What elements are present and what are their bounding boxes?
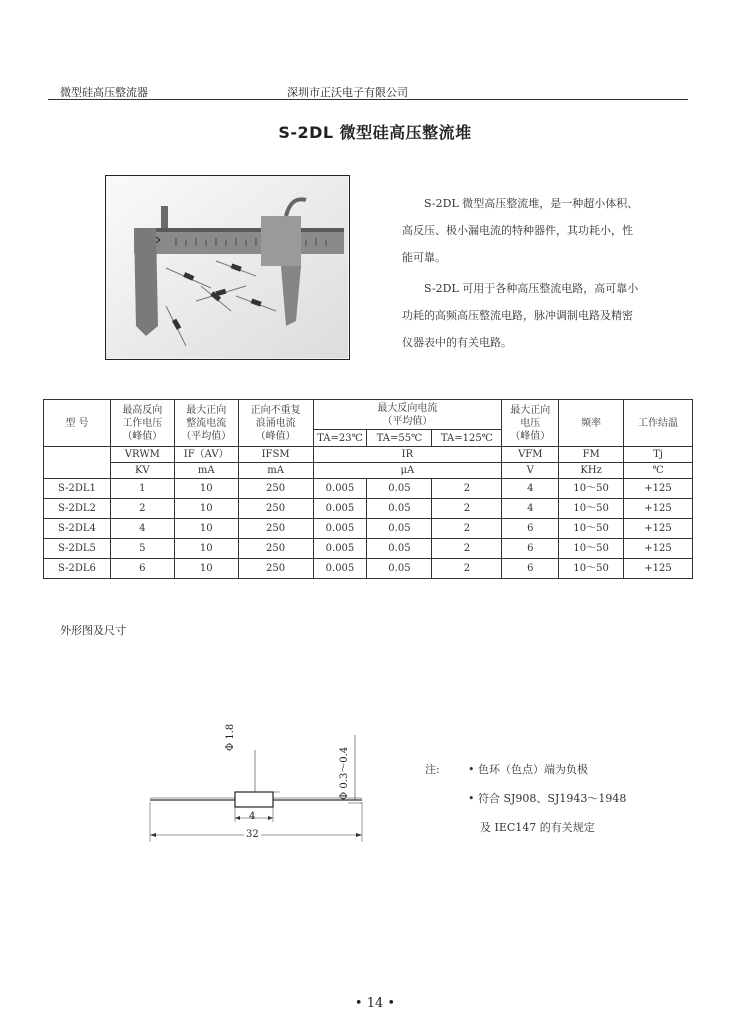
cell-vfm: 4 [502,479,559,499]
cell-vfm: 6 [502,539,559,559]
cell-ifsm: 250 [238,499,313,519]
cell-ir-55: 0.05 [367,559,432,579]
cell-if: 10 [174,479,238,499]
cell-ir-55: 0.05 [367,499,432,519]
symbol-if: IF（AV） [174,447,238,463]
cell-ir-23: 0.005 [313,499,367,519]
product-photo [105,175,350,360]
cell-ir-23: 0.005 [313,539,367,559]
cell-ir-125: 2 [432,559,502,579]
header-vfm: 最大正向 电压 （峰值） [502,400,559,447]
cell-vrwm: 2 [110,499,174,519]
temp-header-55: TA=55℃ [367,430,432,447]
cell-freq: 10～50 [559,559,624,579]
cell-model: S-2DL2 [44,499,111,519]
header-ifsm: 正向不重复 浪涌电流 （峰值） [238,400,313,447]
cell-if: 10 [174,539,238,559]
cell-ir-125: 2 [432,499,502,519]
unit-vfm: V [502,463,559,479]
cell-tj: +125 [624,479,693,499]
cell-vrwm: 4 [110,519,174,539]
unit-fm: KHz [559,463,624,479]
cell-ifsm: 250 [238,479,313,499]
cell-ir-23: 0.005 [313,479,367,499]
cell-tj: +125 [624,519,693,539]
dim-body-diameter: Φ 1.8 [225,723,236,751]
header-left-text: 微型硅高压整流器 [60,86,148,99]
table-unit-row [44,463,693,479]
page-number: • 14 • [354,996,396,1011]
model-header: 型 号 [44,400,111,447]
unit-ifsm: mA [238,463,313,479]
symbol-ifsm: IFSM [238,447,313,463]
symbol-ir: IR [313,447,502,463]
outline-section-title: 外形图及尺寸 [60,624,126,637]
cell-freq: 10～50 [559,479,624,499]
cell-ir-125: 2 [432,519,502,539]
page-title: S-2DL 微型硅高压整流堆 [278,123,472,142]
notes-label: 注: [425,763,440,776]
cell-ir-55: 0.05 [367,479,432,499]
cell-if: 10 [174,499,238,519]
cell-ifsm: 250 [238,539,313,559]
cell-ifsm: 250 [238,559,313,579]
description-paragraph-2: S-2DL 可用于各种高压整流电路，高可靠小功耗的高频高压整流电路，脉冲调制电路及精密仪器表中的有关电路。 [402,282,639,349]
table-row [44,559,693,579]
temp-header-125: TA=125℃ [432,430,502,447]
cell-vrwm: 1 [110,479,174,499]
header-if: 最大正向 整流电流 （平均值） [174,400,238,447]
cell-ir-125: 2 [432,539,502,559]
cell-ir-23: 0.005 [313,559,367,579]
cell-vrwm: 5 [110,539,174,559]
header-freq: 频率 [559,400,624,447]
unit-if: mA [174,463,238,479]
cell-ir-55: 0.05 [367,539,432,559]
table-row [44,539,693,559]
product-description [402,190,642,356]
caliper-diode-image [106,176,348,358]
symbol-fm: FM [559,447,624,463]
spec-table [43,399,693,579]
cell-vfm: 6 [502,559,559,579]
cell-tj: +125 [624,539,693,559]
header-ir: 最大反向电流 （平均值） [313,400,502,430]
cell-freq: 10～50 [559,499,624,519]
cell-freq: 10～50 [559,539,624,559]
header-tj: 工作结温 [624,400,693,447]
dim-total-length: 32 [246,829,259,840]
cell-freq: 10～50 [559,519,624,539]
cell-ir-23: 0.005 [313,519,367,539]
header-vrwm: 最高反向 工作电压 （峰值） [110,400,174,447]
temp-header-23: TA=23℃ [313,430,367,447]
header-rule [48,99,688,100]
dim-body-length: 4 [249,811,256,822]
cell-tj: +125 [624,559,693,579]
symbol-vfm: VFM [502,447,559,463]
unit-vrwm: KV [110,463,174,479]
cell-tj: +125 [624,499,693,519]
description-paragraph-1: S-2DL 微型高压整流堆，是一种超小体积、高反压、极小漏电流的特种器件，其功耗小，性能可靠。 [402,197,639,264]
dim-lead-diameter: Φ 0.3～0.4 [339,746,350,800]
header-company-text: 深圳市正沃电子有限公司 [287,86,408,99]
table-symbol-row [44,447,693,463]
cell-if: 10 [174,519,238,539]
cell-vrwm: 6 [110,559,174,579]
cell-ifsm: 250 [238,519,313,539]
note-polarity: • 色环（色点）端为负极 [468,763,588,776]
unit-ir: μA [313,463,502,479]
note-standards-cont: 及 IEC147 的有关规定 [480,821,595,834]
table-row [44,499,693,519]
unit-tj: ℃ [624,463,693,479]
cell-if: 10 [174,559,238,579]
table-header-row [44,400,693,430]
cell-vfm: 6 [502,519,559,539]
cell-ir-55: 0.05 [367,519,432,539]
symbol-vrwm: VRWM [110,447,174,463]
cell-vfm: 4 [502,499,559,519]
cell-model: S-2DL5 [44,539,111,559]
cell-model: S-2DL4 [44,519,111,539]
cell-model: S-2DL6 [44,559,111,579]
symbol-tj: Tj [624,447,693,463]
note-standards: • 符合 SJ908、SJ1943～1948 [468,792,627,805]
table-row [44,519,693,539]
cell-model: S-2DL1 [44,479,111,499]
table-row [44,479,693,499]
cell-ir-125: 2 [432,479,502,499]
